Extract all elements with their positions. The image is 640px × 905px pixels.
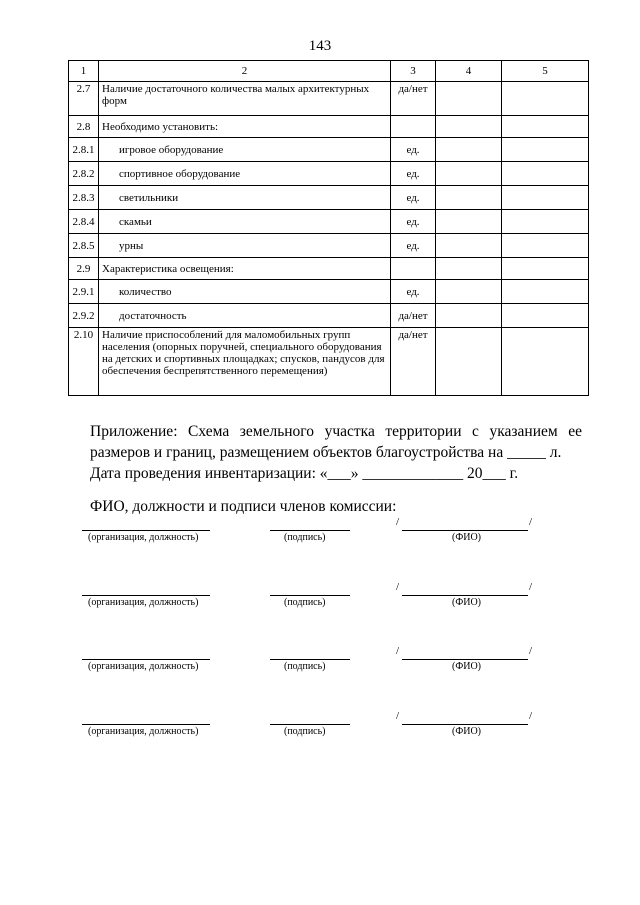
row-unit-cell <box>391 116 436 138</box>
row-text-cell: спортивное оборудование <box>99 162 391 186</box>
table-row <box>69 162 589 186</box>
signature-line <box>270 516 350 531</box>
page-number: 143 <box>308 38 332 54</box>
header-cell: 2 <box>99 61 391 82</box>
organization-line <box>82 710 210 725</box>
fio-caption: (ФИО) <box>452 597 482 608</box>
fio-slash-right: / <box>529 710 533 722</box>
organization-line <box>82 516 210 531</box>
row-value-cell <box>502 82 589 116</box>
signature-row <box>80 516 540 546</box>
row-text-cell: Необходимо установить: <box>99 116 391 138</box>
row-unit-cell: да/нет <box>391 328 436 396</box>
signature-caption: (подпись) <box>284 597 326 608</box>
row-value-cell <box>502 304 589 328</box>
row-value-cell <box>436 234 502 258</box>
row-value-cell <box>502 210 589 234</box>
table-row <box>69 138 589 162</box>
row-text-cell: игровое оборудование <box>99 138 391 162</box>
row-value-cell <box>436 210 502 234</box>
fio-line <box>402 516 528 531</box>
signature-caption: (подпись) <box>284 661 326 672</box>
table-row <box>69 210 589 234</box>
organization-caption: (организация, должность) <box>88 661 199 672</box>
row-text-cell: Характеристика освещения: <box>99 258 391 280</box>
row-value-cell <box>436 138 502 162</box>
row-value-cell <box>436 82 502 116</box>
signature-line <box>270 710 350 725</box>
fio-line <box>402 581 528 596</box>
row-value-cell <box>436 186 502 210</box>
header-cell: 4 <box>436 61 502 82</box>
row-value-cell <box>502 328 589 396</box>
organization-line <box>82 645 210 660</box>
table-row <box>69 304 589 328</box>
table-row <box>69 234 589 258</box>
inventory-date-text: Дата проведения инвентаризации: «___» _____________ 20___ г. <box>90 465 519 482</box>
row-unit-cell: ед. <box>391 138 436 162</box>
row-number-cell: 2.9 <box>69 258 99 280</box>
table-row <box>69 328 589 396</box>
row-value-cell <box>436 280 502 304</box>
row-text-cell: скамьи <box>99 210 391 234</box>
fio-slash-left: / <box>396 645 400 657</box>
table-row <box>69 186 589 210</box>
row-number-cell: 2.9.2 <box>69 304 99 328</box>
organization-caption: (организация, должность) <box>88 726 199 737</box>
row-number-cell: 2.8.5 <box>69 234 99 258</box>
row-number-cell: 2.8.2 <box>69 162 99 186</box>
table-row <box>69 82 589 116</box>
fio-caption: (ФИО) <box>452 661 482 672</box>
row-unit-cell: ед. <box>391 280 436 304</box>
row-number-cell: 2.7 <box>69 82 99 116</box>
row-unit-cell: да/нет <box>391 82 436 116</box>
appendix-text: Приложение: Схема земельного участка территории с указанием ее размеров и границ, размещением объектов благоустройства на _____ л. <box>90 423 582 461</box>
row-unit-cell: ед. <box>391 210 436 234</box>
row-value-cell <box>436 258 502 280</box>
fio-caption: (ФИО) <box>452 726 482 737</box>
table-header-row <box>69 61 589 82</box>
fio-line <box>402 645 528 660</box>
row-value-cell <box>502 138 589 162</box>
row-value-cell <box>502 234 589 258</box>
row-text-cell: количество <box>99 280 391 304</box>
row-value-cell <box>436 328 502 396</box>
table-row <box>69 280 589 304</box>
row-value-cell <box>502 186 589 210</box>
row-unit-cell: ед. <box>391 162 436 186</box>
fio-caption: (ФИО) <box>452 532 482 543</box>
table-row <box>69 258 589 280</box>
fio-line <box>402 710 528 725</box>
row-text-cell: урны <box>99 234 391 258</box>
signature-row <box>80 710 540 740</box>
appendix-block <box>90 421 582 484</box>
fio-slash-left: / <box>396 710 400 722</box>
fio-slash-left: / <box>396 581 400 593</box>
row-value-cell <box>436 162 502 186</box>
fio-slash-right: / <box>529 516 533 528</box>
table-row <box>69 116 589 138</box>
row-number-cell: 2.9.1 <box>69 280 99 304</box>
row-text-cell: Наличие достаточного количества малых архитектурных форм <box>99 82 391 116</box>
organization-line <box>82 581 210 596</box>
fio-slash-right: / <box>529 645 533 657</box>
signature-row <box>80 645 540 675</box>
row-unit-cell: да/нет <box>391 304 436 328</box>
fio-slash-left: / <box>396 516 400 528</box>
signature-line <box>270 645 350 660</box>
row-text-cell: светильники <box>99 186 391 210</box>
signature-caption: (подпись) <box>284 532 326 543</box>
row-value-cell <box>502 280 589 304</box>
header-cell: 5 <box>502 61 589 82</box>
row-value-cell <box>502 162 589 186</box>
header-cell: 1 <box>69 61 99 82</box>
signature-caption: (подпись) <box>284 726 326 737</box>
row-number-cell: 2.8.1 <box>69 138 99 162</box>
signature-line <box>270 581 350 596</box>
row-number-cell: 2.8.3 <box>69 186 99 210</box>
organization-caption: (организация, должность) <box>88 532 199 543</box>
signature-row <box>80 581 540 611</box>
inventory-table <box>68 60 589 396</box>
fio-slash-right: / <box>529 581 533 593</box>
row-number-cell: 2.8 <box>69 116 99 138</box>
row-value-cell <box>502 116 589 138</box>
commission-title: ФИО, должности и подписи членов комиссии: <box>90 498 397 515</box>
row-unit-cell: ед. <box>391 234 436 258</box>
row-text-cell: достаточность <box>99 304 391 328</box>
header-cell: 3 <box>391 61 436 82</box>
row-value-cell <box>502 258 589 280</box>
row-unit-cell: ед. <box>391 186 436 210</box>
row-unit-cell <box>391 258 436 280</box>
row-value-cell <box>436 304 502 328</box>
row-value-cell <box>436 116 502 138</box>
row-number-cell: 2.8.4 <box>69 210 99 234</box>
row-number-cell: 2.10 <box>69 328 99 396</box>
row-text-cell: Наличие приспособлений для маломобильных групп населения (опорных поручней, специального оборудования на детских и спортивных площадках; спусков, пандусов для обеспечения беспрепятственного перемещения) <box>99 328 391 396</box>
organization-caption: (организация, должность) <box>88 597 199 608</box>
